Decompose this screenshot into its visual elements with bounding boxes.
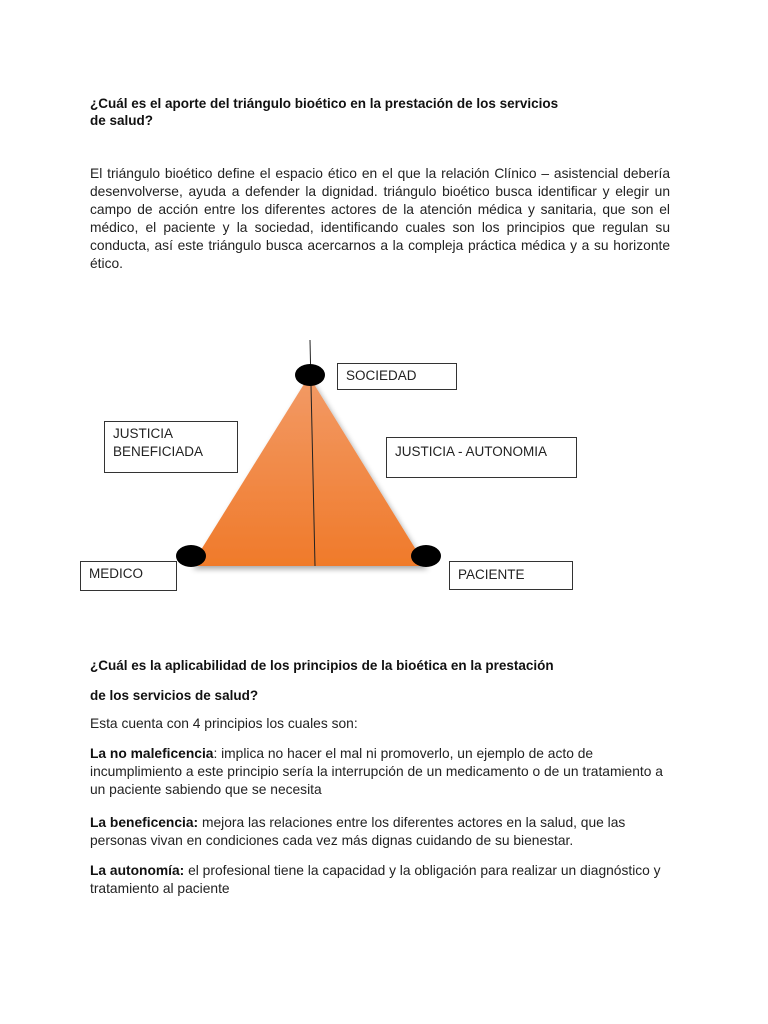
principle-term: La beneficencia: bbox=[90, 815, 199, 830]
principle-beneficencia bbox=[90, 814, 685, 850]
label-medico-text: MEDICO bbox=[89, 566, 143, 581]
principle-term: La no maleficencia bbox=[90, 746, 214, 761]
section1-heading bbox=[90, 95, 690, 129]
label-justicia-beneficiada bbox=[104, 421, 238, 473]
label-sociedad-text: SOCIEDAD bbox=[346, 368, 417, 383]
label-justicia-autonomia bbox=[386, 437, 577, 478]
vertex-medico bbox=[176, 545, 206, 567]
principle-text: : implica no hacer el mal ni promoverlo, un ejemplo de acto de incumplimiento a este principio sería la interrupción de un medicamento o de un tratamiento a un paciente sabiendo que se necesita bbox=[90, 746, 663, 797]
label-medico bbox=[80, 561, 177, 591]
principle-term: La autonomía: bbox=[90, 863, 185, 878]
vertex-sociedad bbox=[295, 364, 325, 386]
label-justicia-beneficiada-line1: JUSTICIA bbox=[113, 426, 174, 441]
section1-heading-line2: de salud? bbox=[90, 113, 154, 128]
principle-text: el profesional tiene la capacidad y la obligación para realizar un diagnóstico y tratamiento al paciente bbox=[90, 863, 661, 896]
label-paciente-text: PACIENTE bbox=[458, 567, 525, 582]
label-sociedad bbox=[337, 363, 457, 390]
principle-no-maleficencia bbox=[90, 745, 680, 799]
label-justicia-beneficiada-line2: BENEFICIADA bbox=[113, 444, 204, 459]
section1-paragraph: El triángulo bioético define el espacio ético en el que la relación Clínico – asistencial debería desenvolverse, ayuda a defender la dignidad. triángulo bioético busca identificar y elegir un campo de acción entre los diferentes actores de la atención médica y sanitaria, que son el médico, el paciente y la sociedad, identificando cuales son los principios que regulan su conducta, así este triángulo busca acercarnos a la compleja práctica médica y a su horizonte ético. bbox=[90, 166, 670, 271]
section1-heading-line1: ¿Cuál es el aporte del triángulo bioético en la prestación de los servicios bbox=[90, 96, 559, 111]
principle-autonomia bbox=[90, 862, 680, 898]
principle-text: mejora las relaciones entre los diferentes actores en la salud, que las personas vivan en condiciones cada vez más dignas cuidando de su bienestar. bbox=[90, 815, 626, 848]
section2-heading-line1: ¿Cuál es la aplicabilidad de los principios de la bioética en la prestación bbox=[90, 658, 554, 673]
label-paciente bbox=[449, 561, 573, 590]
section2-heading-line2: de los servicios de salud? bbox=[90, 688, 259, 703]
section2-intro: Esta cuenta con 4 principios los cuales son: bbox=[90, 716, 358, 731]
vertex-paciente bbox=[411, 545, 441, 567]
label-justicia-autonomia-text: JUSTICIA - AUTONOMIA bbox=[395, 444, 548, 459]
